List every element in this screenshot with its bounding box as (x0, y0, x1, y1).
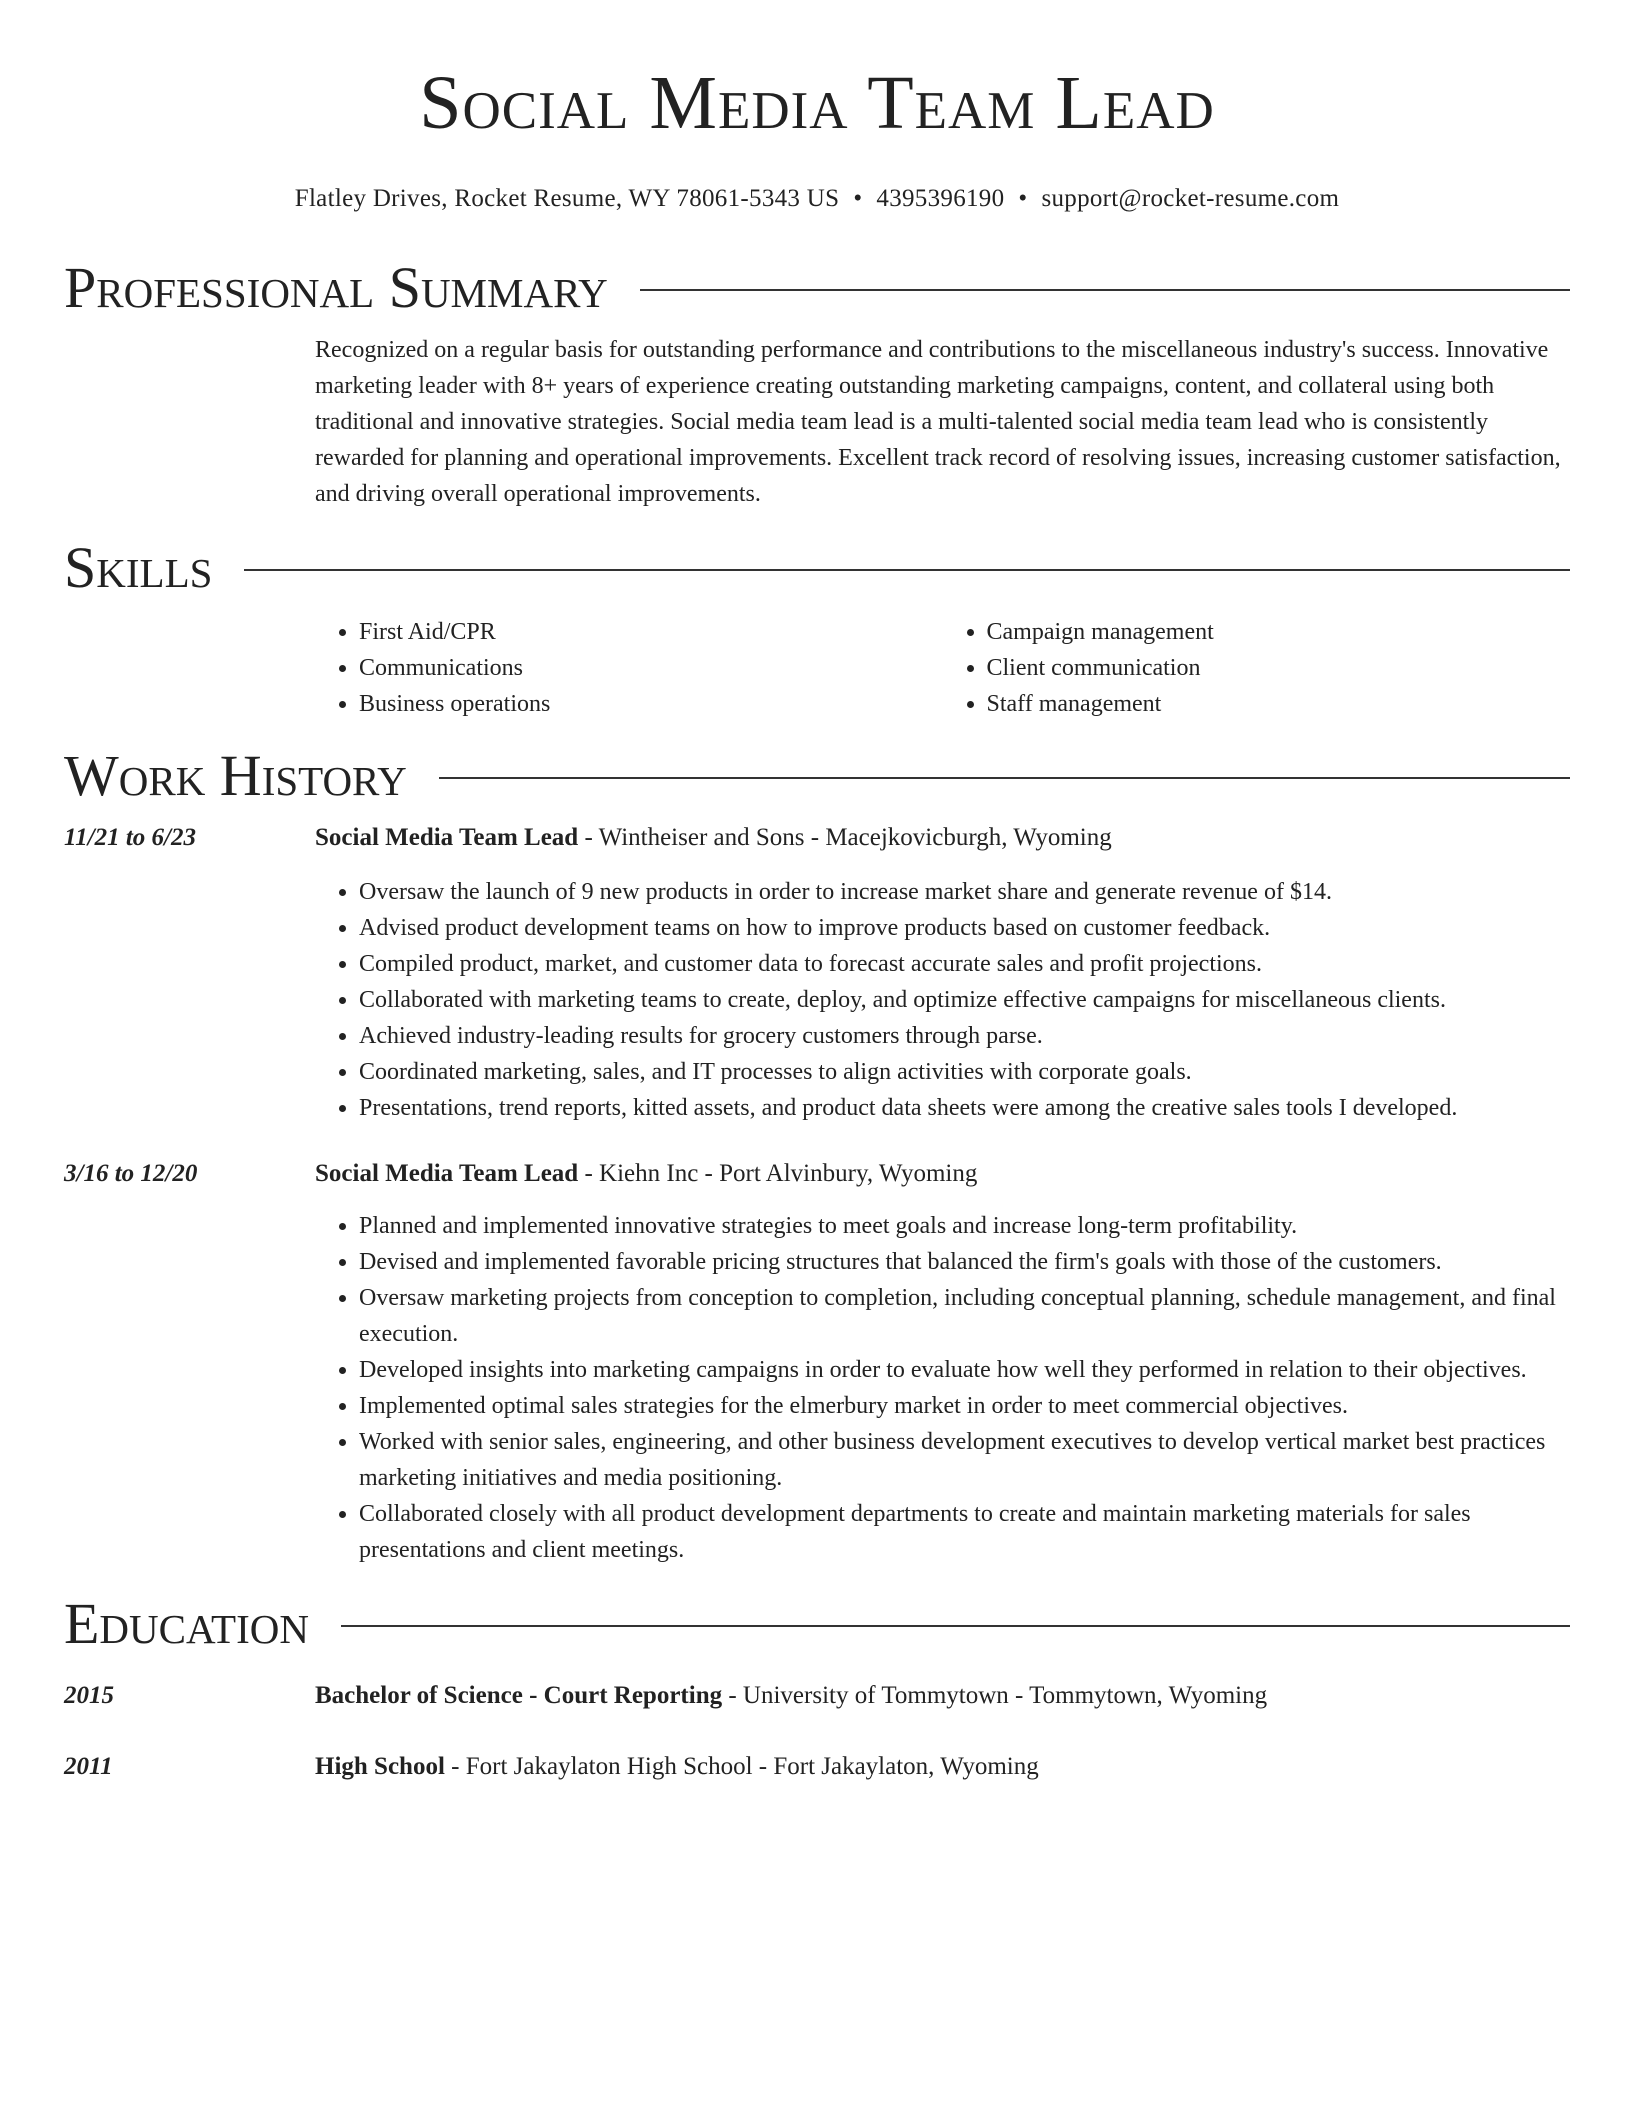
job-bullets (315, 874, 1570, 1126)
education-line (315, 1678, 1267, 1714)
skills-heading: Skills (64, 535, 213, 600)
summary-section-header (64, 256, 1570, 320)
job-title: Social Media Team Lead (315, 824, 579, 851)
job-title-line (315, 820, 1112, 856)
skill-item: • First Aid/CPR (359, 614, 943, 650)
summary-section (315, 332, 1570, 512)
job-bullet: • Collaborated closely with all product development departments to create and maintain marketing materials for sales presentations and client meetings. (359, 1496, 1570, 1568)
job-bullet: • Collaborated with marketing teams to create, deploy, and optimize effective campaigns for miscellaneous clients. (359, 982, 1570, 1018)
job-bullet: • Developed insights into marketing campaigns in order to evaluate how well they performed in relation to their objectives. (359, 1352, 1570, 1388)
job-bullet: • Worked with senior sales, engineering, and other business development executives to develop vertical market best practices marketing initiatives and media positioning. (359, 1424, 1570, 1496)
education-details: - University of Tommytown - Tommytown, Wyoming (722, 1682, 1268, 1709)
job-entry (64, 820, 1570, 1126)
resume-page (64, 0, 1570, 1785)
job-details: - Wintheiser and Sons - Macejkovicburgh, Wyoming (578, 824, 1112, 851)
job-title: Social Media Team Lead (315, 1160, 579, 1187)
work-section-header (64, 744, 1570, 808)
education-section-header (64, 1592, 1570, 1656)
section-divider (439, 777, 1570, 779)
job-details: - Kiehn Inc - Port Alvinbury, Wyoming (578, 1160, 978, 1187)
skill-item: • Communications (359, 650, 943, 686)
job-dates: 11/21 to 6/23 (64, 824, 196, 851)
section-divider (341, 1625, 1570, 1627)
skill-item: • Staff management (987, 686, 1571, 722)
education-year: 2011 (64, 1753, 113, 1780)
job-bullet: • Advised product development teams on how to improve products based on customer feedback. (359, 910, 1570, 946)
summary-text: Recognized on a regular basis for outstanding performance and contributions to the miscellaneous industry's success. Innovative marketing leader with 8+ years of experience creating outstanding marketing campaigns, content, and collateral using both traditional and innovative strategies. Social media team lead is a multi-talented social media team lead who is consistently rewarded for planning and operational improvements. Excellent track record of resolving issues, increasing customer satisfaction, and driving overall operational improvements. (315, 337, 1561, 507)
job-entry (64, 1156, 1570, 1568)
skills-section-header (64, 536, 1570, 600)
skills-section (315, 614, 1570, 722)
resume-name: Social Media Team Lead (419, 61, 1215, 145)
education-details: - Fort Jakaylaton High School - Fort Jakaylaton, Wyoming (444, 1753, 1039, 1780)
education-degree: Bachelor of Science - Court Reporting (315, 1682, 723, 1709)
education-entry (64, 1749, 1570, 1785)
contact-phone: 4395396190 (876, 185, 1005, 212)
job-bullet: • Coordinated marketing, sales, and IT processes to align activities with corporate goals. (359, 1054, 1570, 1090)
job-bullet: • Planned and implemented innovative strategies to meet goals and increase long-term profitability. (359, 1208, 1570, 1244)
job-bullet: • Presentations, trend reports, kitted assets, and product data sheets were among the creative sales tools I developed. (359, 1090, 1570, 1126)
job-bullet: • Achieved industry-leading results for grocery customers through parse. (359, 1018, 1570, 1054)
job-header (64, 1156, 1570, 1192)
education-degree: High School (315, 1753, 445, 1780)
job-dates: 3/16 to 12/20 (64, 1160, 198, 1187)
contact-address: Flatley Drives, Rocket Resume, WY 78061-5343 US (294, 185, 840, 212)
job-bullet: • Oversaw the launch of 9 new products in order to increase market share and generate revenue of $14. (359, 874, 1570, 910)
job-bullets-wrap (315, 1208, 1570, 1568)
skill-item: • Client communication (987, 650, 1571, 686)
job-bullet: • Compiled product, market, and customer data to forecast accurate sales and profit projections. (359, 946, 1570, 982)
job-title-line (315, 1156, 977, 1192)
skill-item: • Campaign management (987, 614, 1571, 650)
education-entry (64, 1678, 1570, 1714)
skill-item: • Business operations (359, 686, 943, 722)
job-bullets (315, 1208, 1570, 1568)
education-heading: Education (64, 1591, 309, 1656)
contact-separator: • (1018, 185, 1028, 212)
education-year: 2015 (64, 1682, 114, 1709)
summary-heading: Professional Summary (64, 255, 608, 320)
section-divider (244, 569, 1570, 571)
job-bullet: • Oversaw marketing projects from conception to completion, including conceptual planning, schedule management, and final execution. (359, 1280, 1570, 1352)
skills-list-left (315, 614, 943, 722)
contact-email: support@rocket-resume.com (1041, 185, 1340, 212)
job-header (64, 820, 1570, 856)
education-line (315, 1749, 1039, 1785)
work-heading: Work History (64, 743, 407, 808)
contact-line (64, 184, 1570, 214)
skills-list-right (943, 614, 1571, 722)
section-divider (640, 289, 1570, 291)
job-bullets-wrap (315, 874, 1570, 1126)
contact-separator: • (853, 185, 863, 212)
job-bullet: • Implemented optimal sales strategies for the elmerbury market in order to meet commercial objectives. (359, 1388, 1570, 1424)
job-bullet: • Devised and implemented favorable pricing structures that balanced the firm's goals with those of the customers. (359, 1244, 1570, 1280)
